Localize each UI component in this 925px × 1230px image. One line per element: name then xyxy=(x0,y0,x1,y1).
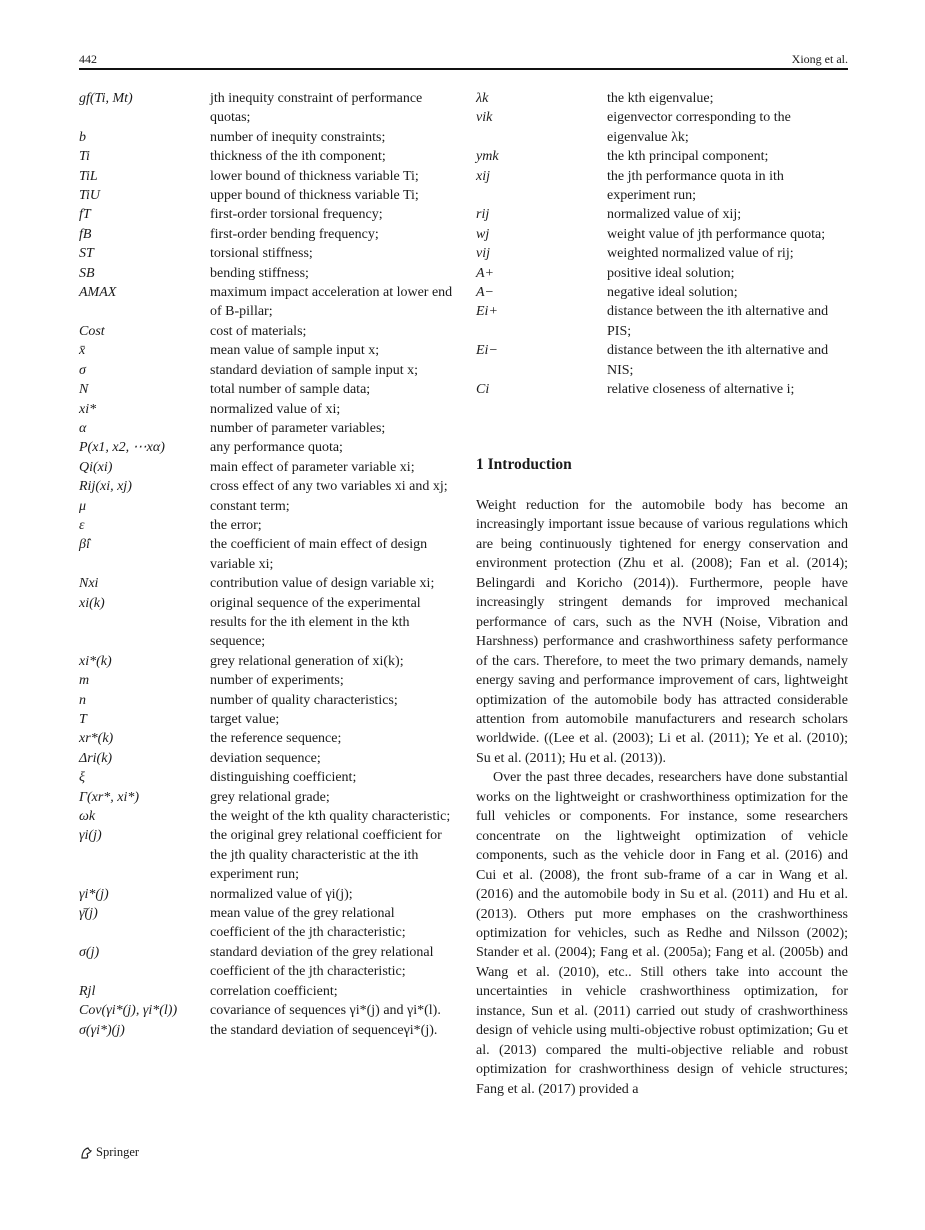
nomenclature-symbol: AMAX xyxy=(79,285,117,301)
section-heading: 1 Introduction xyxy=(476,456,572,473)
nomenclature-definition: number of experiments; xyxy=(210,673,344,689)
nomenclature-definition: covariance of sequences γi*(j) and γi*(l). xyxy=(210,1003,441,1019)
nomenclature-definition: the weight of the kth quality characteristic; xyxy=(210,809,451,825)
nomenclature-definition: grey relational grade; xyxy=(210,789,330,805)
nomenclature-entry xyxy=(79,400,454,419)
nomenclature-entry xyxy=(79,1001,454,1020)
nomenclature-symbol: b xyxy=(79,129,86,145)
nomenclature-definition: cross effect of any two variables xi and xj; xyxy=(210,479,448,495)
nomenclature-symbol: Nxi xyxy=(79,576,99,592)
nomenclature-symbol: Cov(γi*(j), γi*(l)) xyxy=(79,1003,178,1019)
nomenclature-definition: first-order torsional frequency; xyxy=(210,207,383,223)
nomenclature-entry xyxy=(79,497,454,516)
nomenclature-definition: number of quality characteristics; xyxy=(210,692,398,708)
nomenclature-entry xyxy=(79,652,454,671)
nomenclature-definition: torsional stiffness; xyxy=(210,246,313,262)
nomenclature-definition: the coefficient of main effect of design variable xi; xyxy=(210,537,428,572)
nomenclature-entry xyxy=(79,904,454,943)
nomenclature-definition: the reference sequence; xyxy=(210,731,342,747)
nomenclature-definition: negative ideal solution; xyxy=(607,285,738,301)
nomenclature-entry xyxy=(476,302,848,341)
nomenclature-definition: standard deviation of sample input x; xyxy=(210,362,419,378)
nomenclature-entry xyxy=(79,943,454,982)
nomenclature-definition: normalized value of xi; xyxy=(210,401,341,417)
nomenclature-symbol: gf(Ti, Mt) xyxy=(79,91,133,106)
nomenclature-symbol: ST xyxy=(79,246,94,262)
nomenclature-definition: mean value of sample input x; xyxy=(210,343,380,359)
nomenclature-entry xyxy=(79,458,454,477)
nomenclature-entry xyxy=(79,264,454,283)
nomenclature-entry xyxy=(79,1021,454,1040)
nomenclature-entry xyxy=(79,89,454,128)
nomenclature-definition: distance between the ith alternative and NIS; xyxy=(607,343,829,378)
nomenclature-definition: any performance quota; xyxy=(210,440,343,456)
nomenclature-definition: grey relational generation of xi(k); xyxy=(210,653,404,669)
nomenclature-left-column xyxy=(79,89,454,1040)
nomenclature-definition: cost of materials; xyxy=(210,323,307,339)
nomenclature-definition: deviation sequence; xyxy=(210,750,321,766)
nomenclature-definition: first-order bending frequency; xyxy=(210,226,379,242)
nomenclature-entry xyxy=(79,749,454,768)
nomenclature-definition: normalized value of xij; xyxy=(607,207,742,223)
nomenclature-symbol: Rij(xi, xj) xyxy=(79,479,132,495)
nomenclature-definition: the kth principal component; xyxy=(607,149,769,165)
nomenclature-symbol: x̄ xyxy=(79,343,86,359)
nomenclature-symbol: λk xyxy=(476,91,489,106)
nomenclature-definition: total number of sample data; xyxy=(210,382,371,398)
nomenclature-definition: lower bound of thickness variable Ti; xyxy=(210,168,419,184)
nomenclature-symbol: ε xyxy=(79,517,85,533)
nomenclature-definition: distinguishing coefficient; xyxy=(210,770,357,786)
introduction-body xyxy=(476,496,848,1099)
nomenclature-entry xyxy=(79,380,454,399)
nomenclature-symbol: n xyxy=(79,692,86,708)
nomenclature-symbol: Γ(xr*, xi*) xyxy=(79,789,140,805)
nomenclature-symbol: N xyxy=(79,382,89,398)
nomenclature-definition: thickness of the ith component; xyxy=(210,149,386,165)
nomenclature-symbol: γi(j) xyxy=(79,828,102,844)
nomenclature-symbol: xi*(k) xyxy=(79,653,112,669)
nomenclature-symbol: A− xyxy=(476,285,494,301)
nomenclature-entry xyxy=(79,477,454,496)
nomenclature-definition: eigenvector corresponding to the eigenvalue λk; xyxy=(607,110,791,145)
nomenclature-definition: distance between the ith alternative and PIS; xyxy=(607,304,829,339)
nomenclature-entry xyxy=(476,89,848,108)
nomenclature-symbol: β̂i xyxy=(79,537,90,553)
nomenclature-symbol: α xyxy=(79,420,87,436)
nomenclature-symbol: TiU xyxy=(79,188,101,204)
nomenclature-entry xyxy=(79,341,454,360)
nomenclature-right-column xyxy=(476,89,848,400)
nomenclature-entry xyxy=(79,826,454,884)
nomenclature-definition: original sequence of the experimental results for the ith element in the kth sequence; xyxy=(210,595,421,650)
nomenclature-entry xyxy=(79,729,454,748)
nomenclature-symbol: ωk xyxy=(79,809,96,825)
nomenclature-definition: target value; xyxy=(210,712,280,727)
nomenclature-symbol: Cost xyxy=(79,323,105,339)
nomenclature-entry xyxy=(476,341,848,380)
nomenclature-definition: relative closeness of alternative i; xyxy=(607,382,795,398)
nomenclature-symbol: xi(k) xyxy=(79,595,105,611)
nomenclature-entry xyxy=(79,128,454,147)
nomenclature-symbol: TiL xyxy=(79,168,98,184)
nomenclature-definition: weight value of jth performance quota; xyxy=(607,226,826,242)
nomenclature-symbol: μ xyxy=(79,498,87,514)
nomenclature-entry xyxy=(79,807,454,826)
nomenclature-symbol: m xyxy=(79,673,90,689)
nomenclature-entry xyxy=(79,205,454,224)
nomenclature-entry xyxy=(79,710,454,729)
nomenclature-symbol: T xyxy=(79,712,87,727)
nomenclature-entry xyxy=(79,574,454,593)
nomenclature-definition: number of inequity constraints; xyxy=(210,129,386,145)
nomenclature-symbol: xr*(k) xyxy=(79,731,114,747)
footer xyxy=(79,1145,139,1160)
paragraph: Weight reduction for the automobile body has become an increasingly important issue because of various regulations which are being continuously tightened for energy conservation and environment protection (Zhu et al. (2008); Fan et al. (2014); Belingardi and Koricho (2014)). Furthermore, people have increasingly stringent demands for improved mechanical performance of cars, such as the NVH (Noise, Vibration and Harshness) performance and crashworthiness safety performance of the cars. Therefore, to meet the two primary demands, namely energy saving and performance improvement of cars, lightweight optimization of the automobile body has attracted considerable attention from automobile manufacturers and research scholars worldwide. ((Lee et al. (2003); Li et al. (2011); Ye et al. (2010); Su et al. (2011); Hu et al. (2013)). xyxy=(476,498,848,766)
nomenclature-definition: the original grey relational coefficient for the jth quality characteristic at the ith experiment run; xyxy=(210,828,442,883)
paragraph: Over the past three decades, researchers have done substantial works on the lightweight or crashworthiness optimization for the full vehicles or components. For instance, some researchers concentrate on the lightweight optimization of vehicle components, such as the vehicle door in Fang et al. (2016) and Cui et al. (2008), the front sub-frame of a car in Wang et al. (2016) and the automobile body in Su et al. (2011) and Hu et al. (2013). Others put more emphases on the crashworthiness optimization for vehicles, such as Redhe and Nilsson (2002); Stander et al. (2004); Fang et al. (2005a); Fang et al. (2005b) and Wang et al. (2010), etc.. Still others take into account the uncertainties in vehicle crashworthiness optimization, for instance, Sun et al. (2011) carried out study of crashworthiness design of vehicle using multi-objective robust optimization; Gu et al. (2013) compared the multi-objective reliable and robust optimization for crashworthiness design of vehicle structures; Fang et al. (2017) provided a xyxy=(476,770,848,1097)
nomenclature-definition: mean value of the grey relational coefficient of the jth characteristic; xyxy=(210,906,406,941)
nomenclature-entry xyxy=(476,205,848,224)
nomenclature-symbol: Ti xyxy=(79,149,90,165)
nomenclature-symbol: σ xyxy=(79,362,86,378)
nomenclature-symbol: xij xyxy=(476,168,490,184)
nomenclature-symbol: γ̄(j) xyxy=(79,906,98,922)
nomenclature-entry xyxy=(79,438,454,457)
nomenclature-entry xyxy=(79,186,454,205)
nomenclature-entry xyxy=(476,264,848,283)
nomenclature-symbol: Ci xyxy=(476,382,490,398)
nomenclature-entry xyxy=(476,167,848,206)
nomenclature-definition: bending stiffness; xyxy=(210,265,309,281)
nomenclature-entry xyxy=(79,982,454,1001)
nomenclature-definition: maximum impact acceleration at lower end of B-pillar; xyxy=(210,285,453,320)
nomenclature-entry xyxy=(476,244,848,263)
nomenclature-entry xyxy=(79,788,454,807)
running-title: Xiong et al. xyxy=(791,52,848,66)
nomenclature-definition: positive ideal solution; xyxy=(607,265,735,281)
nomenclature-entry xyxy=(79,225,454,244)
nomenclature-symbol: A+ xyxy=(476,265,494,281)
nomenclature-symbol: Ei− xyxy=(476,343,498,359)
nomenclature-definition: main effect of parameter variable xi; xyxy=(210,459,415,475)
nomenclature-entry xyxy=(79,244,454,263)
publisher-name: Springer xyxy=(96,1145,140,1159)
nomenclature-entry xyxy=(79,594,454,652)
nomenclature-symbol: rij xyxy=(476,207,490,223)
nomenclature-symbol: σ(j) xyxy=(79,944,100,960)
nomenclature-entry xyxy=(79,419,454,438)
nomenclature-symbol: fT xyxy=(79,207,91,223)
nomenclature-definition: the kth eigenvalue; xyxy=(607,91,714,106)
nomenclature-symbol: σ(γi*)(j) xyxy=(79,1022,125,1038)
nomenclature-symbol: ξ xyxy=(79,770,85,786)
nomenclature-entry xyxy=(79,535,454,574)
nomenclature-definition: the jth performance quota in ith experiment run; xyxy=(607,168,784,204)
nomenclature-symbol: vik xyxy=(476,110,493,126)
nomenclature-definition: the standard deviation of sequenceγi*(j). xyxy=(210,1022,438,1038)
nomenclature-symbol: Rjl xyxy=(79,983,96,999)
nomenclature-entry xyxy=(79,147,454,166)
header-rule xyxy=(79,68,848,70)
nomenclature-definition: weighted normalized value of rij; xyxy=(607,246,794,262)
nomenclature-definition: number of parameter variables; xyxy=(210,420,386,436)
nomenclature-definition: contribution value of design variable xi; xyxy=(210,576,435,592)
nomenclature-entry xyxy=(79,283,454,322)
nomenclature-definition: jth inequity constraint of performance quotas; xyxy=(210,91,423,126)
nomenclature-entry xyxy=(79,361,454,380)
nomenclature-definition: normalized value of γi(j); xyxy=(210,886,353,902)
nomenclature-symbol: Qi(xi) xyxy=(79,459,113,475)
nomenclature-entry xyxy=(476,225,848,244)
nomenclature-symbol: fB xyxy=(79,226,92,242)
nomenclature-symbol: wj xyxy=(476,226,490,242)
nomenclature-entry xyxy=(79,167,454,186)
nomenclature-entry xyxy=(79,671,454,690)
nomenclature-entry xyxy=(476,283,848,302)
springer-horse-icon xyxy=(79,1146,93,1160)
nomenclature-symbol: Δri(k) xyxy=(79,750,113,766)
page-number: 442 xyxy=(79,52,97,66)
nomenclature-symbol: vij xyxy=(476,246,490,262)
nomenclature-entry xyxy=(476,108,848,147)
nomenclature-definition: upper bound of thickness variable Ti; xyxy=(210,188,419,204)
nomenclature-symbol: SB xyxy=(79,265,95,281)
nomenclature-symbol: γi*(j) xyxy=(79,886,109,902)
nomenclature-symbol: ymk xyxy=(476,149,499,165)
nomenclature-entry xyxy=(79,691,454,710)
nomenclature-entry xyxy=(476,147,848,166)
nomenclature-symbol: Ei+ xyxy=(476,304,498,320)
nomenclature-definition: constant term; xyxy=(210,498,290,514)
nomenclature-entry xyxy=(79,322,454,341)
running-header xyxy=(79,52,848,68)
nomenclature-symbol: P(x1, x2, ⋯xα) xyxy=(79,440,165,456)
nomenclature-symbol: xi* xyxy=(79,401,97,417)
nomenclature-definition: standard deviation of the grey relational coefficient of the jth characteristic; xyxy=(210,944,434,980)
nomenclature-entry xyxy=(476,380,848,399)
nomenclature-entry xyxy=(79,885,454,904)
nomenclature-entry xyxy=(79,768,454,787)
nomenclature-entry xyxy=(79,516,454,535)
nomenclature-definition: the error; xyxy=(210,517,262,533)
nomenclature-definition: correlation coefficient; xyxy=(210,983,338,999)
